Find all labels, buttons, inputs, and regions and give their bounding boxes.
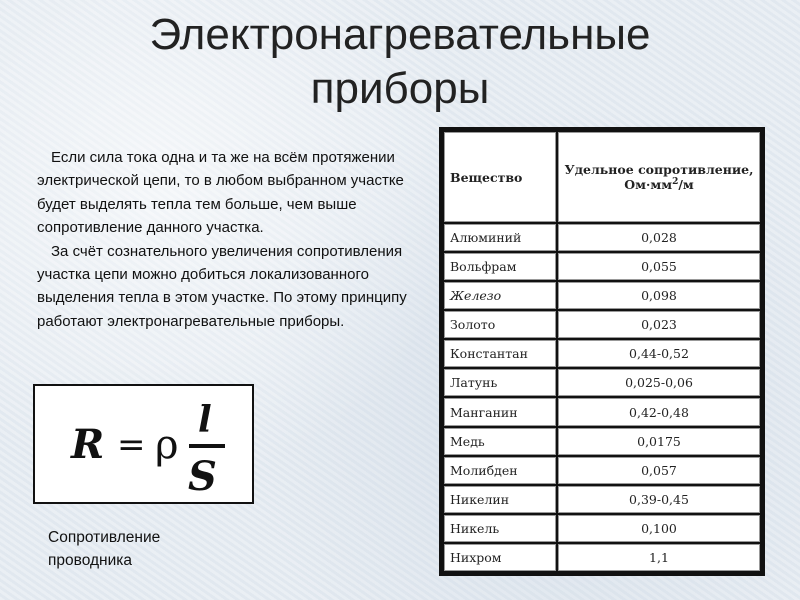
substance-name: Медь <box>444 428 556 455</box>
slide-title <box>0 8 800 116</box>
substance-name: Латунь <box>444 369 556 396</box>
resistance-formula-graphic <box>35 386 252 502</box>
resistivity-value: 0,39-0,45 <box>558 486 760 513</box>
table-row <box>444 428 760 455</box>
resistivity-value: 0,023 <box>558 311 760 338</box>
formula-lhs: R <box>71 421 105 468</box>
substance-name: Алюминий <box>444 224 556 251</box>
slide-title-line1: Электронагревательные <box>149 10 651 59</box>
table-row <box>444 282 760 309</box>
resistivity-value: 0,025-0,06 <box>558 369 760 396</box>
substance-name: Вольфрам <box>444 253 556 280</box>
header-resistivity-label: Удельное сопротивление, <box>564 162 754 177</box>
substance-name: Железо <box>444 282 556 309</box>
substance-name: Золото <box>444 311 556 338</box>
substance-name: Молибден <box>444 457 556 484</box>
resistivity-table-frame <box>439 127 765 576</box>
table-row <box>444 253 760 280</box>
header-resistivity <box>558 132 760 222</box>
formula-numerator: l <box>198 399 212 441</box>
body-text <box>37 146 429 333</box>
resistivity-value: 0,42-0,48 <box>558 398 760 425</box>
resistance-formula <box>33 384 254 504</box>
resistivity-value: 0,098 <box>558 282 760 309</box>
table-row <box>444 457 760 484</box>
resistivity-value: 0,055 <box>558 253 760 280</box>
table-row <box>444 486 760 513</box>
table-row <box>444 311 760 338</box>
formula-caption <box>48 526 268 572</box>
resistivity-value: 0,057 <box>558 457 760 484</box>
table-row <box>444 340 760 367</box>
substance-name: Константан <box>444 340 556 367</box>
header-resistivity-unit-post: /м <box>678 177 694 192</box>
formula-denominator: S <box>188 453 217 500</box>
header-resistivity-unit-sup: 2 <box>672 177 679 187</box>
body-paragraph-1: Если сила тока одна и та же на всём протяжении электрической цепи, то в любом выбранном участке будет выделять тепла тем больше, чем выше сопротивление данного участка. <box>37 149 404 237</box>
formula-equals: = <box>117 425 146 465</box>
table-row <box>444 369 760 396</box>
caption-line2: проводника <box>48 552 132 569</box>
formula-rho: ρ <box>155 422 179 468</box>
slide-title-line2: приборы <box>310 64 490 113</box>
resistivity-value: 0,028 <box>558 224 760 251</box>
table-row <box>444 224 760 251</box>
table-row <box>444 544 760 571</box>
substance-name: Манганин <box>444 398 556 425</box>
resistivity-value: 0,0175 <box>558 428 760 455</box>
substance-name: Никель <box>444 515 556 542</box>
body-paragraph-2: За счёт сознательного увеличения сопротивления участка цепи можно добиться локализованного выделения тепла в этом участке. По этому принципу работают электронагревательные приборы. <box>37 242 407 330</box>
caption-line1: Сопротивление <box>48 529 161 546</box>
resistivity-table <box>442 130 762 573</box>
table-row <box>444 515 760 542</box>
substance-name: Никелин <box>444 486 556 513</box>
substance-name: Нихром <box>444 544 556 571</box>
resistivity-value: 1,1 <box>558 544 760 571</box>
table-row <box>444 398 760 425</box>
table-header-row <box>444 132 760 222</box>
resistivity-value: 0,44-0,52 <box>558 340 760 367</box>
header-substance: Вещество <box>444 132 556 222</box>
header-resistivity-unit-pre: Ом·мм <box>624 177 673 192</box>
resistivity-value: 0,100 <box>558 515 760 542</box>
